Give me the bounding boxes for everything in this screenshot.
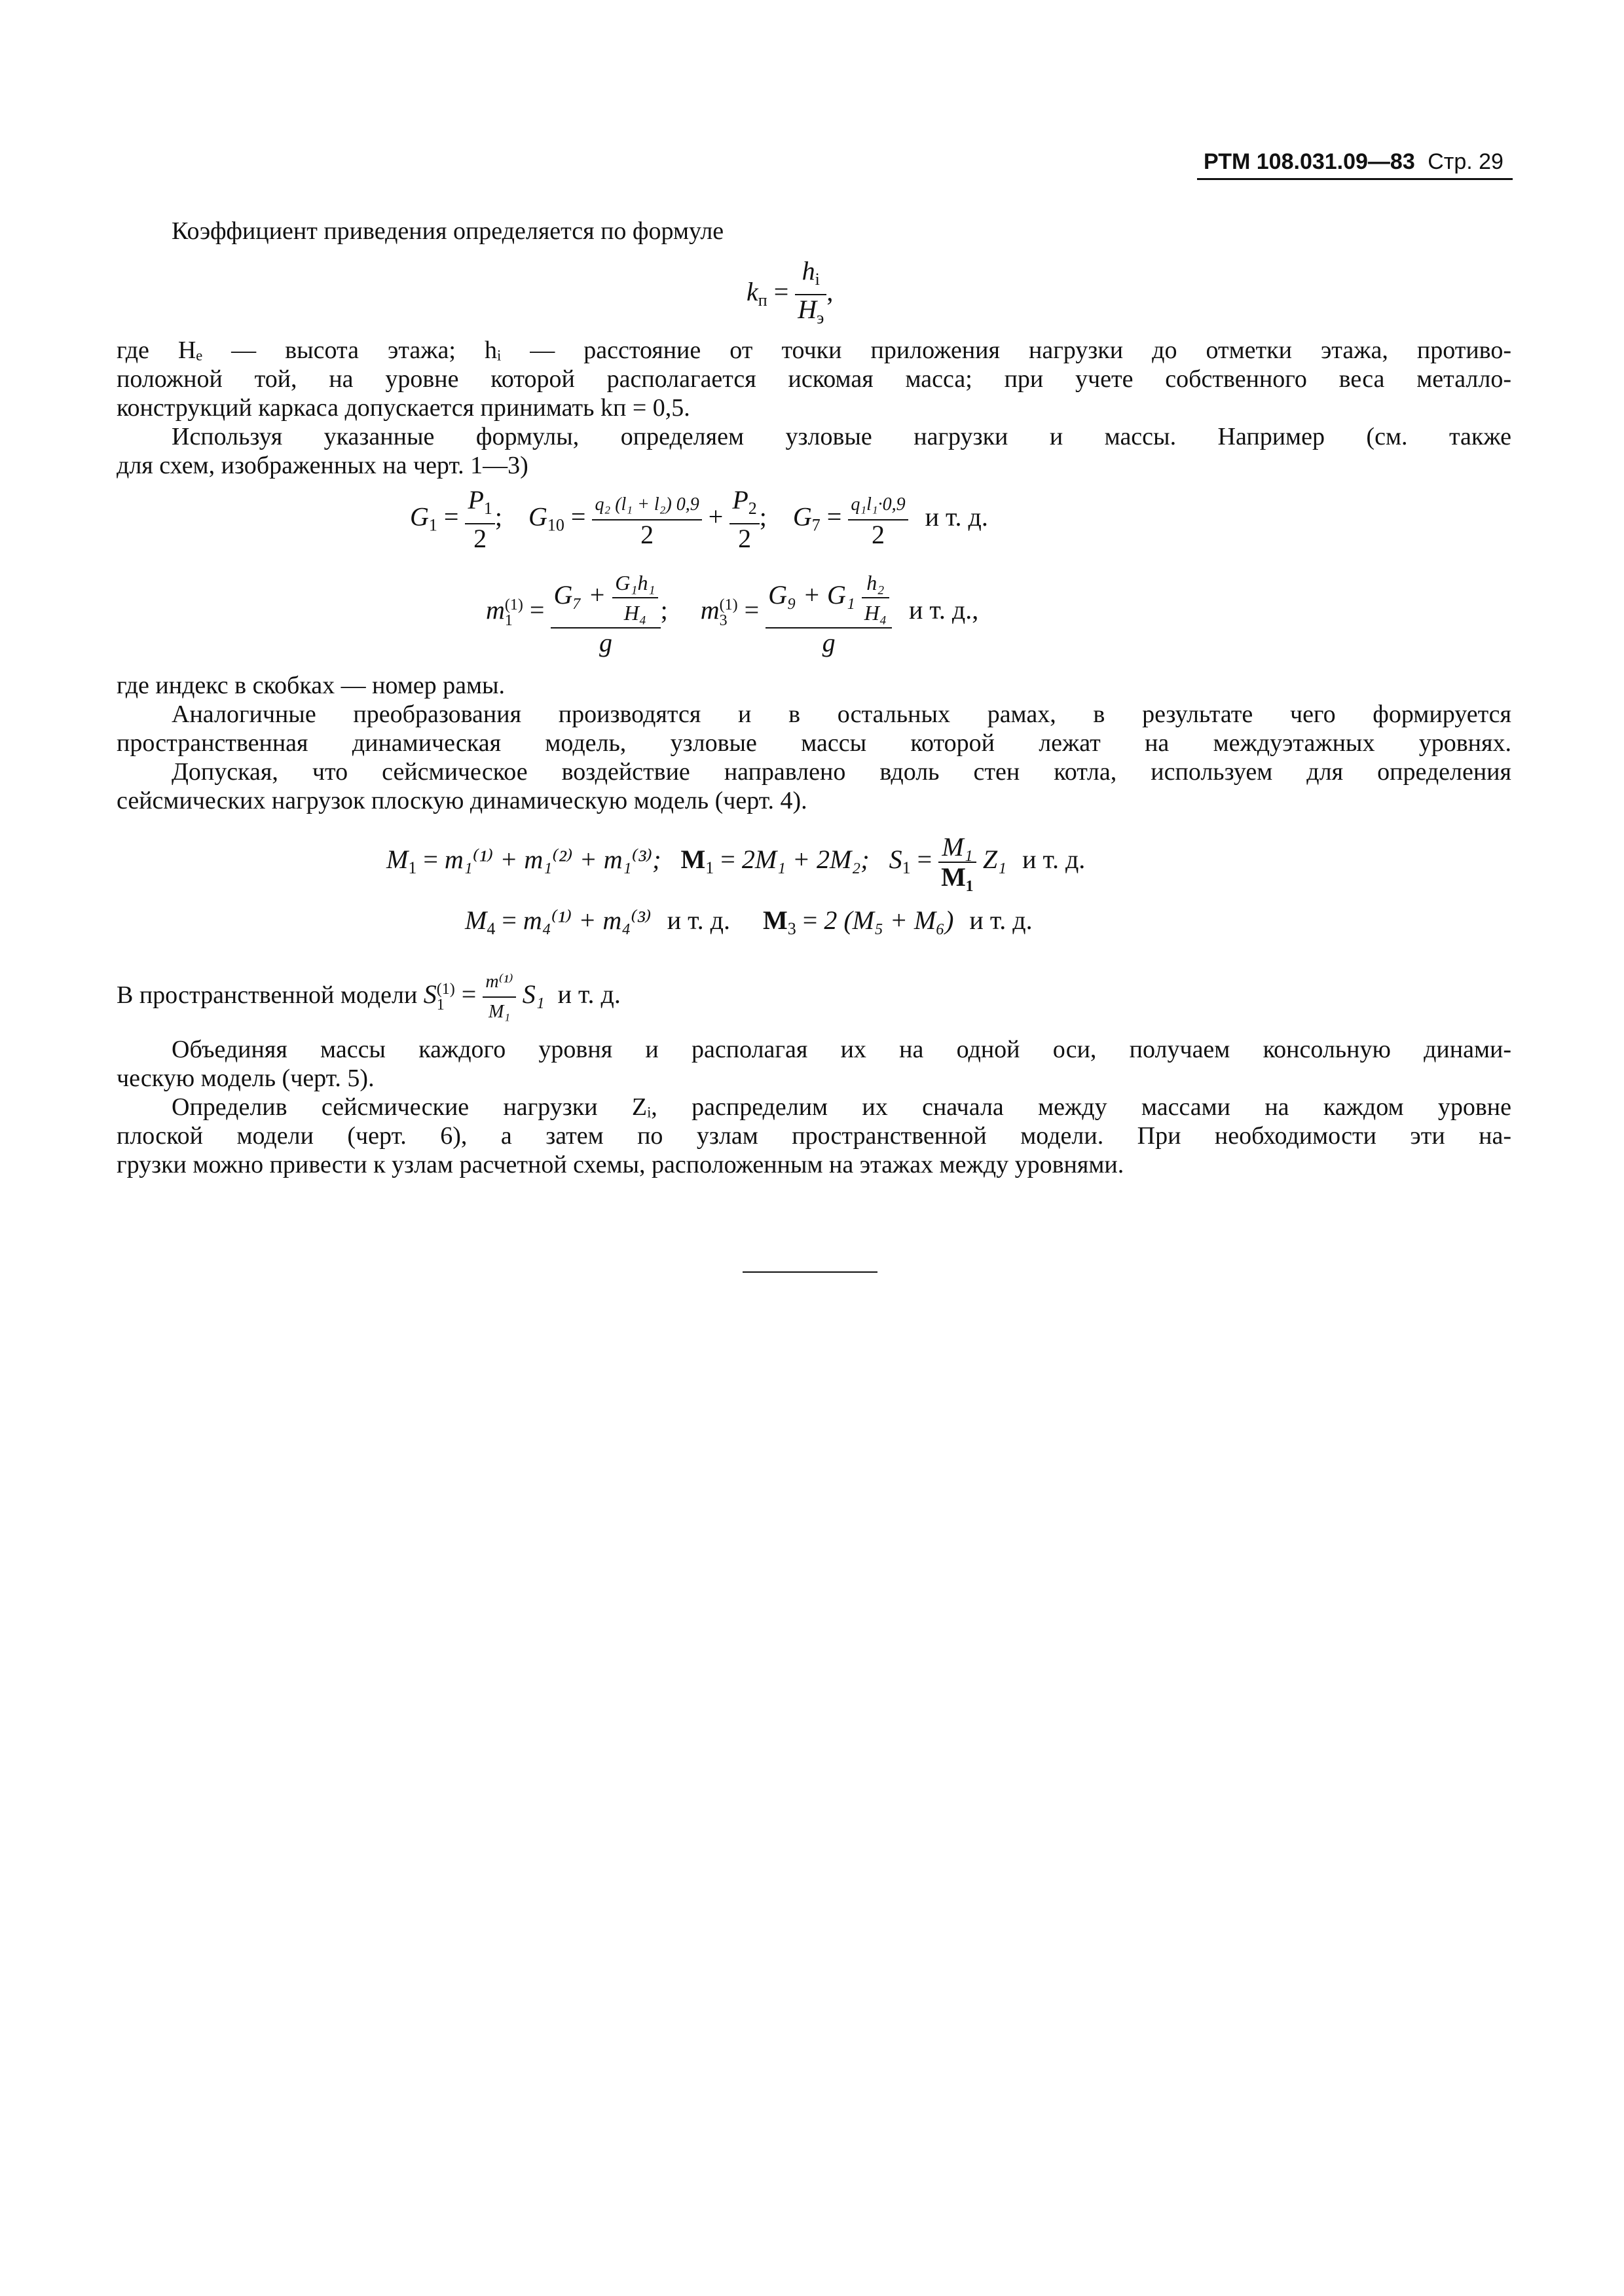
text-line-2: где Hₑ — высота этажа; hᵢ — расстояние от точки приложения нагрузки до отметки этажа, противо-	[117, 337, 1511, 364]
page-number: Стр. 29	[1428, 149, 1504, 174]
text-line-14: ческую модель (черт. 5).	[117, 1065, 375, 1092]
formula-kp: $k_п$ = $\frac{h_i}{H_э}$ ,	[747, 256, 834, 327]
text-line-7: где индекс в скобках — номер рамы.	[117, 672, 506, 699]
text-line-11: сейсмических нагрузок плоскую динамическую модель (черт. 4).	[117, 787, 807, 814]
header	[1204, 149, 1504, 175]
formula-g-line: $G_1$ = $\frac{P_1}{2}$ ; $G_{10}$ = $\frac{\text{q₂ (l₁ + l₂) 0,9}}{2}$ + $\frac{P_2}{2}$ ; $G_7$ = $\frac{\text{q₁l₁·0,9}}{2}$ и т. д.	[410, 485, 988, 553]
doc-code: РТМ 108.031.09—83	[1204, 149, 1415, 174]
text-line-13: Объединяя массы каждого уровня и располагая их на одной оси, получаем консольную динами-	[172, 1036, 1511, 1063]
text-line-6: для схем, изображенных на черт. 1—3)	[117, 452, 528, 479]
text-line-3: положной той, на уровне которой располагается искомая масса; при учете собственного веса металло-	[117, 365, 1511, 393]
text-line-16: плоской модели (черт. 6), а затем по узлам пространственной модели. При необходимости эти на-	[117, 1122, 1511, 1150]
formula-M-line-2: $M_4 = m_4^{(1)} + m_4^{(3)}$ и т. д. $M_3 = 2$ (M₅ + M₆) и т. д.	[465, 905, 1033, 938]
s-model-line	[117, 968, 621, 1027]
formula-s-model: S (1) 1 = $\frac{\text{m⁽¹⁾}}{\text{M₁}}$ S₁ и т. д.	[424, 979, 621, 1009]
text-line-4: конструкций каркаса допускается принимать kп = 0,5.	[117, 394, 690, 422]
text-line-10: Допуская, что сейсмическое воздействие направлено вдоль стен котла, используем для определения	[172, 758, 1511, 786]
header-rule	[1197, 178, 1513, 180]
end-rule	[743, 1271, 877, 1273]
text-line-8: Аналогичные преобразования производятся и в остальных рамах, в результате чего формируется	[172, 701, 1511, 728]
text-line-15: Определив сейсмические нагрузки Zᵢ, распределим их сначала между массами на каждом уровне	[172, 1093, 1511, 1121]
formula-M-line-1: $M_1 = m_1^{(1)} + m_1^{(2)} + m_1^{(3)}$; $M_1 = 2M_1 + 2M_2$; $S_1$ = $\frac{\text{M₁}}{\text{M₁}}$ Z₁ и т. д.	[386, 832, 1086, 892]
s-model-prefix: В пространственной модели	[117, 981, 418, 1010]
formula-m-line: m (1) 1 = G₇ + $\frac{\text{G₁h₁}}{\text{H₄}}$ g ; m (1) 3 = G₉ + G₁ $\frac{\text{h₂}}{\text{H₄}}$ g и т. д.,	[486, 568, 978, 657]
text-line-1: Коэффициент приведения определяется по формуле	[172, 217, 724, 245]
text-line-9: пространственная динамическая модель, узловые массы которой лежат на междуэтажных уровнях.	[117, 729, 1511, 757]
text-line-5: Используя указанные формулы, определяем узловые нагрузки и массы. Например (см. также	[172, 423, 1511, 450]
text-line-17: грузки можно привести к узлам расчетной схемы, расположенным на этажах между уровнями.	[117, 1151, 1124, 1178]
